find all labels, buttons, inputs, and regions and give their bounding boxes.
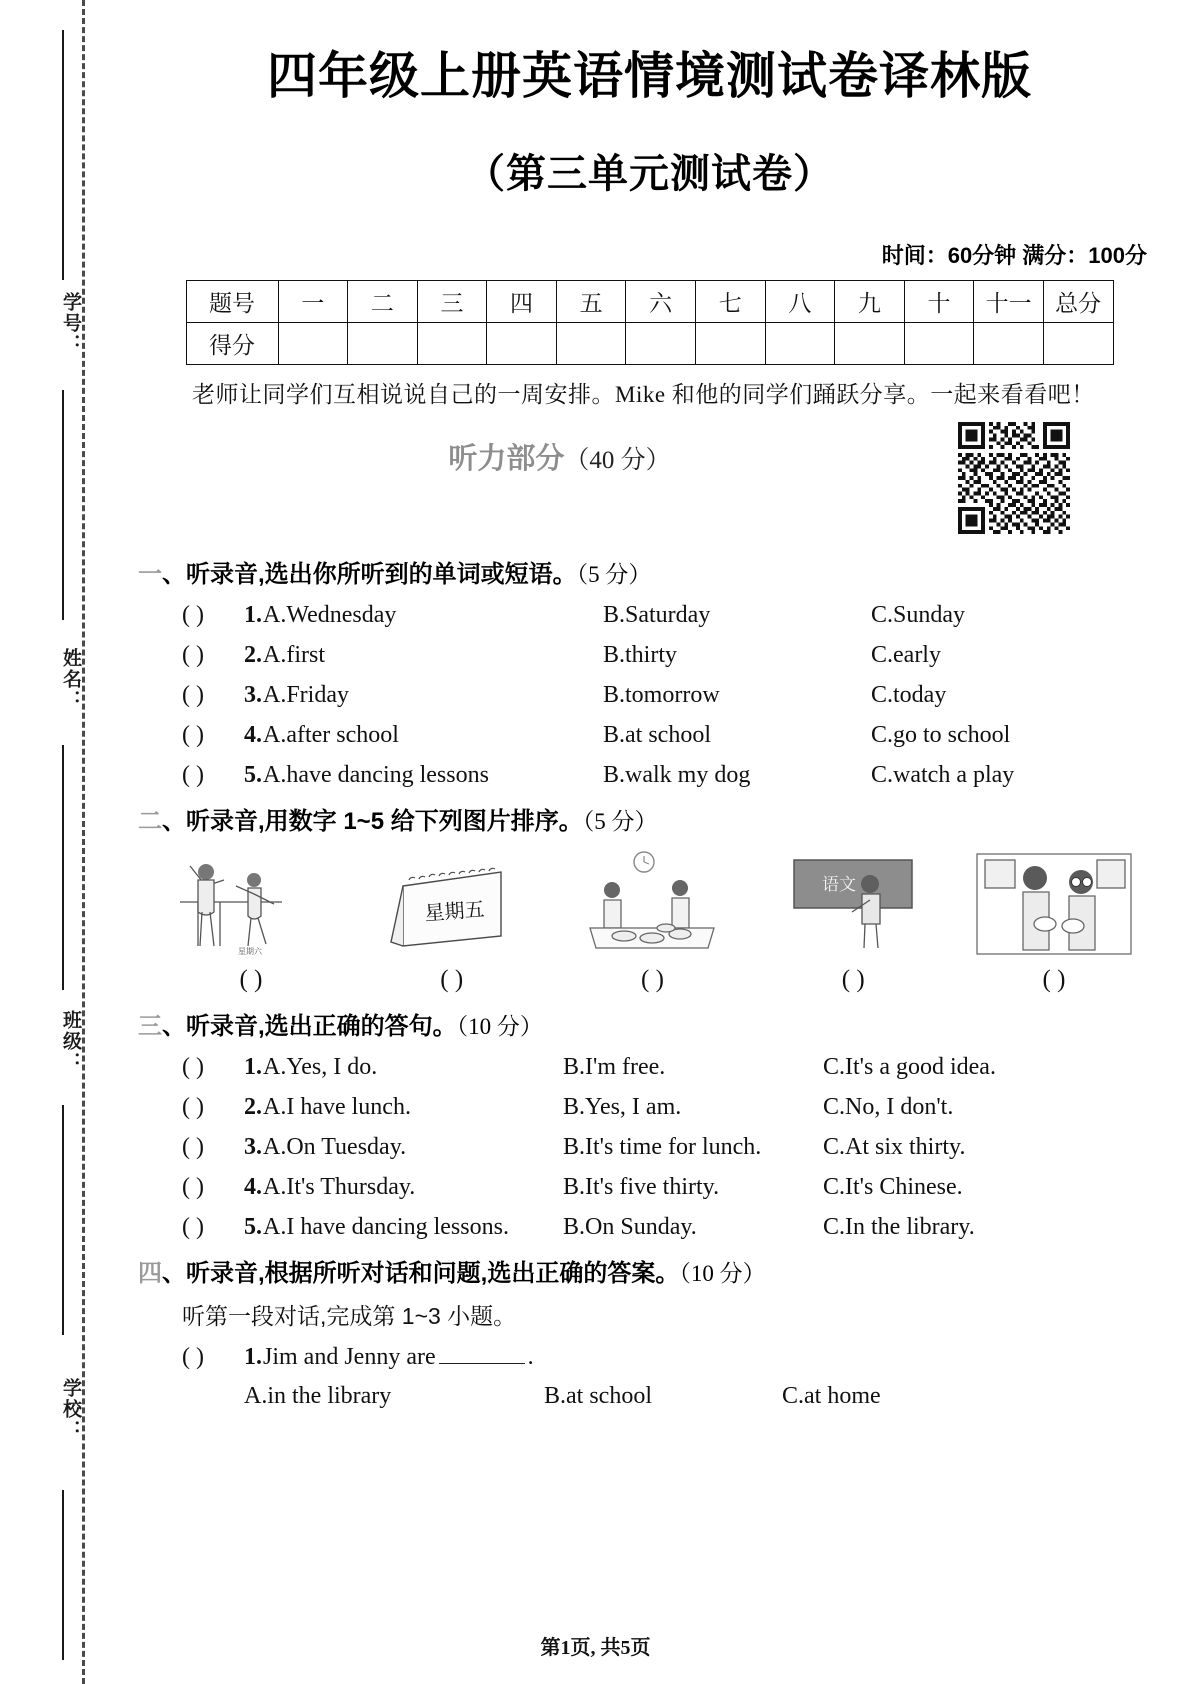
margin-label-class: 班级： bbox=[60, 1010, 81, 1073]
question-number: 5. bbox=[244, 1214, 262, 1241]
option-c[interactable]: C.Sunday bbox=[871, 602, 966, 629]
score-table-col-2: 二 bbox=[348, 280, 418, 322]
score-cell-10[interactable] bbox=[904, 322, 974, 364]
score-table-col-8: 八 bbox=[765, 280, 835, 322]
score-table-col-1: 一 bbox=[278, 280, 348, 322]
option-c[interactable]: C.today bbox=[871, 682, 947, 709]
score-table-col-11: 十一 bbox=[974, 280, 1044, 322]
page-subtitle: （第三单元测试卷） bbox=[465, 151, 834, 196]
section-4-subtitle: 听第一段对话,完成第 1~3 小题。 bbox=[182, 1303, 517, 1330]
picture-answer-bracket[interactable]: ( ) bbox=[841, 966, 865, 994]
answer-bracket[interactable]: ( ) bbox=[182, 1054, 204, 1081]
section-4-title: 、听录音,根据所听对话和问题,选出正确的答案。 bbox=[162, 1260, 680, 1288]
question-row[interactable] bbox=[182, 722, 1161, 749]
section-heading-4 bbox=[138, 1253, 1161, 1288]
section-3-points: （10 分） bbox=[456, 1014, 543, 1040]
option-b[interactable]: B.I'm free. bbox=[563, 1054, 666, 1081]
score-table-col-4: 四 bbox=[487, 280, 557, 322]
option-c[interactable]: C.go to school bbox=[871, 722, 1011, 749]
score-cell-4[interactable] bbox=[487, 322, 557, 364]
answer-bracket[interactable]: ( ) bbox=[182, 1344, 204, 1371]
margin-rule-4 bbox=[62, 1105, 64, 1335]
margin-rule-2 bbox=[62, 390, 64, 620]
question-number: 2. bbox=[244, 642, 262, 669]
answer-bracket[interactable]: ( ) bbox=[182, 1174, 204, 1201]
option-b[interactable]: B.at school bbox=[544, 1383, 652, 1410]
page-title: 四年级上册英语情境测试卷译林版 bbox=[267, 48, 1032, 104]
question-number: 1. bbox=[244, 1054, 262, 1081]
option-b[interactable]: B.walk my dog bbox=[603, 762, 751, 789]
question-stem-period: . bbox=[527, 1344, 534, 1371]
option-a[interactable]: A.Friday bbox=[263, 682, 349, 709]
question-stem-text: Jim and Jenny are bbox=[263, 1344, 436, 1371]
question-number: 1. bbox=[244, 602, 262, 629]
question-row[interactable] bbox=[182, 642, 1161, 669]
question-row[interactable] bbox=[182, 762, 1161, 789]
score-table-row-label-question: 题号 bbox=[186, 280, 278, 322]
section-1-index: 一 bbox=[138, 561, 162, 589]
qr-code[interactable] bbox=[939, 422, 1089, 534]
question-number: 4. bbox=[244, 1174, 262, 1201]
option-b[interactable]: B.at school bbox=[603, 722, 711, 749]
svg-text:星期五: 星期五 bbox=[423, 899, 486, 926]
option-c[interactable]: C.At six thirty. bbox=[823, 1134, 966, 1161]
question-row[interactable] bbox=[182, 602, 1161, 629]
option-a[interactable]: A.It's Thursday. bbox=[263, 1174, 416, 1201]
option-a[interactable]: A.On Tuesday. bbox=[263, 1134, 407, 1161]
option-a[interactable]: A.first bbox=[263, 642, 325, 669]
score-table-header-row bbox=[186, 280, 1113, 322]
question-number: 3. bbox=[244, 682, 262, 709]
answer-bracket[interactable]: ( ) bbox=[182, 682, 204, 709]
score-cell-total[interactable] bbox=[1043, 322, 1113, 364]
section-3-index: 三 bbox=[138, 1013, 162, 1041]
section-3-title: 、听录音,选出正确的答句。 bbox=[162, 1013, 457, 1041]
exam-sheet bbox=[108, 0, 1191, 1684]
picture-answer-bracket-row bbox=[162, 966, 1143, 994]
section-2-points: （5 分） bbox=[582, 809, 658, 835]
dancing-lesson-picture bbox=[162, 850, 340, 958]
score-cell-7[interactable] bbox=[695, 322, 765, 364]
question-number: 1. bbox=[244, 1344, 262, 1371]
answer-bracket[interactable]: ( ) bbox=[182, 602, 204, 629]
score-table-col-3: 三 bbox=[417, 280, 487, 322]
picture-cell bbox=[162, 850, 340, 958]
time-and-total-score: 时间：60分钟 满分：100分 bbox=[881, 242, 1147, 268]
section-2-title: 、听录音,用数字 1~5 给下列图片排序。 bbox=[162, 808, 583, 836]
option-c[interactable]: C.early bbox=[871, 642, 941, 669]
question-number: 5. bbox=[244, 762, 262, 789]
score-table-col-9: 九 bbox=[835, 280, 905, 322]
chinese-class-blackboard-picture bbox=[764, 850, 942, 958]
option-b[interactable]: B.Yes, I am. bbox=[563, 1094, 682, 1121]
question-row[interactable] bbox=[182, 1094, 1161, 1121]
option-c[interactable]: C.watch a play bbox=[871, 762, 1015, 789]
section-4-index: 四 bbox=[138, 1260, 162, 1288]
students-on-bus-picture bbox=[965, 850, 1143, 958]
option-b[interactable]: B.tomorrow bbox=[603, 682, 720, 709]
score-table bbox=[186, 280, 1114, 365]
svg-text:语文: 语文 bbox=[822, 875, 857, 895]
picture-cell bbox=[363, 850, 541, 958]
answer-bracket[interactable]: ( ) bbox=[182, 642, 204, 669]
score-cell-6[interactable] bbox=[626, 322, 696, 364]
score-table-row-label-score: 得分 bbox=[186, 322, 278, 364]
score-cell-1[interactable] bbox=[278, 322, 348, 364]
score-table-col-6: 六 bbox=[626, 280, 696, 322]
question-number: 3. bbox=[244, 1134, 262, 1161]
option-a[interactable]: A.Yes, I do. bbox=[263, 1054, 378, 1081]
question-row[interactable] bbox=[182, 1054, 1161, 1081]
question-number: 4. bbox=[244, 722, 262, 749]
option-a[interactable]: A.in the library bbox=[244, 1383, 392, 1410]
question-row[interactable] bbox=[182, 1344, 1161, 1371]
answer-bracket[interactable]: ( ) bbox=[182, 1094, 204, 1121]
score-cell-8[interactable] bbox=[765, 322, 835, 364]
score-cell-3[interactable] bbox=[417, 322, 487, 364]
option-b[interactable]: B.Saturday bbox=[603, 602, 711, 629]
picture-cell bbox=[965, 850, 1143, 958]
flip-calendar-picture bbox=[363, 850, 541, 958]
question-row[interactable] bbox=[182, 682, 1161, 709]
page-footer: 第1页, 共5页 bbox=[540, 1637, 651, 1659]
answer-bracket[interactable]: ( ) bbox=[182, 722, 204, 749]
margin-label-student-id: 学号： bbox=[60, 292, 81, 355]
score-table-col-5: 五 bbox=[556, 280, 626, 322]
question-row[interactable] bbox=[182, 1174, 1161, 1201]
margin-rule-3 bbox=[62, 745, 64, 990]
section-heading-2 bbox=[138, 801, 1161, 836]
picture-cell bbox=[764, 850, 942, 958]
option-c[interactable]: C.It's a good idea. bbox=[823, 1054, 996, 1081]
picture-answer-bracket[interactable]: ( ) bbox=[239, 966, 263, 994]
question-options-row[interactable] bbox=[244, 1383, 1161, 1410]
lunch-table-picture bbox=[564, 850, 742, 958]
margin-label-school: 学校： bbox=[60, 1378, 81, 1441]
option-b[interactable]: B.On Sunday. bbox=[563, 1214, 697, 1241]
option-a[interactable]: A.I have lunch. bbox=[263, 1094, 411, 1121]
picture-answer-bracket[interactable]: ( ) bbox=[440, 966, 464, 994]
picture-answer-bracket[interactable]: ( ) bbox=[1042, 966, 1066, 994]
section-1-title: 、听录音,选出你所听到的单词或短语。 bbox=[162, 561, 577, 589]
svg-text:星期六: 星期六 bbox=[238, 947, 262, 957]
option-a[interactable]: A.have dancing lessons bbox=[263, 762, 489, 789]
section-heading-1 bbox=[138, 554, 1161, 589]
score-cell-9[interactable] bbox=[835, 322, 905, 364]
option-b[interactable]: B.thirty bbox=[603, 642, 678, 669]
section-1-points: （5 分） bbox=[576, 562, 652, 588]
score-cell-5[interactable] bbox=[556, 322, 626, 364]
picture-ordering-row bbox=[162, 850, 1143, 958]
margin-rule-1 bbox=[62, 30, 64, 280]
option-a[interactable]: A.I have dancing lessons. bbox=[263, 1214, 509, 1241]
answer-bracket[interactable]: ( ) bbox=[182, 1214, 204, 1241]
score-table-col-total: 总分 bbox=[1043, 280, 1113, 322]
listening-banner-row bbox=[138, 422, 1161, 542]
question-row[interactable] bbox=[182, 1134, 1161, 1161]
margin-label-name: 姓名： bbox=[60, 648, 81, 711]
question-number: 2. bbox=[244, 1094, 262, 1121]
intro-paragraph: 老师让同学们互相说说自己的一周安排。Mike 和他的同学们踊跃分享。一起来看看吧！ bbox=[192, 381, 1095, 407]
score-table-col-10: 十 bbox=[904, 280, 974, 322]
answer-blank[interactable] bbox=[439, 1344, 525, 1364]
option-b[interactable]: B.It's five thirty. bbox=[563, 1174, 720, 1201]
option-c[interactable]: C.It's Chinese. bbox=[823, 1174, 963, 1201]
answer-bracket[interactable]: ( ) bbox=[182, 762, 204, 789]
score-cell-2[interactable] bbox=[348, 322, 418, 364]
option-c[interactable]: C.No, I don't. bbox=[823, 1094, 954, 1121]
option-c[interactable]: C.In the library. bbox=[823, 1214, 975, 1241]
score-cell-11[interactable] bbox=[974, 322, 1044, 364]
answer-bracket[interactable]: ( ) bbox=[182, 1134, 204, 1161]
picture-answer-bracket[interactable]: ( ) bbox=[641, 966, 664, 994]
option-b[interactable]: B.It's time for lunch. bbox=[563, 1134, 762, 1161]
picture-cell bbox=[564, 850, 742, 958]
option-c[interactable]: C.at home bbox=[782, 1383, 881, 1410]
score-table-score-row bbox=[186, 322, 1113, 364]
section-heading-3 bbox=[138, 1006, 1161, 1041]
listening-banner-points: （40 分） bbox=[564, 447, 671, 475]
section-2-index: 二 bbox=[138, 808, 162, 836]
option-a[interactable]: A.after school bbox=[263, 722, 399, 749]
section-4-points: （10 分） bbox=[679, 1261, 766, 1287]
question-row[interactable] bbox=[182, 1214, 1161, 1241]
listening-banner-label: 听力部分 bbox=[448, 443, 565, 476]
left-margin-strip bbox=[0, 0, 108, 1684]
option-a[interactable]: A.Wednesday bbox=[263, 602, 397, 629]
score-table-col-7: 七 bbox=[695, 280, 765, 322]
